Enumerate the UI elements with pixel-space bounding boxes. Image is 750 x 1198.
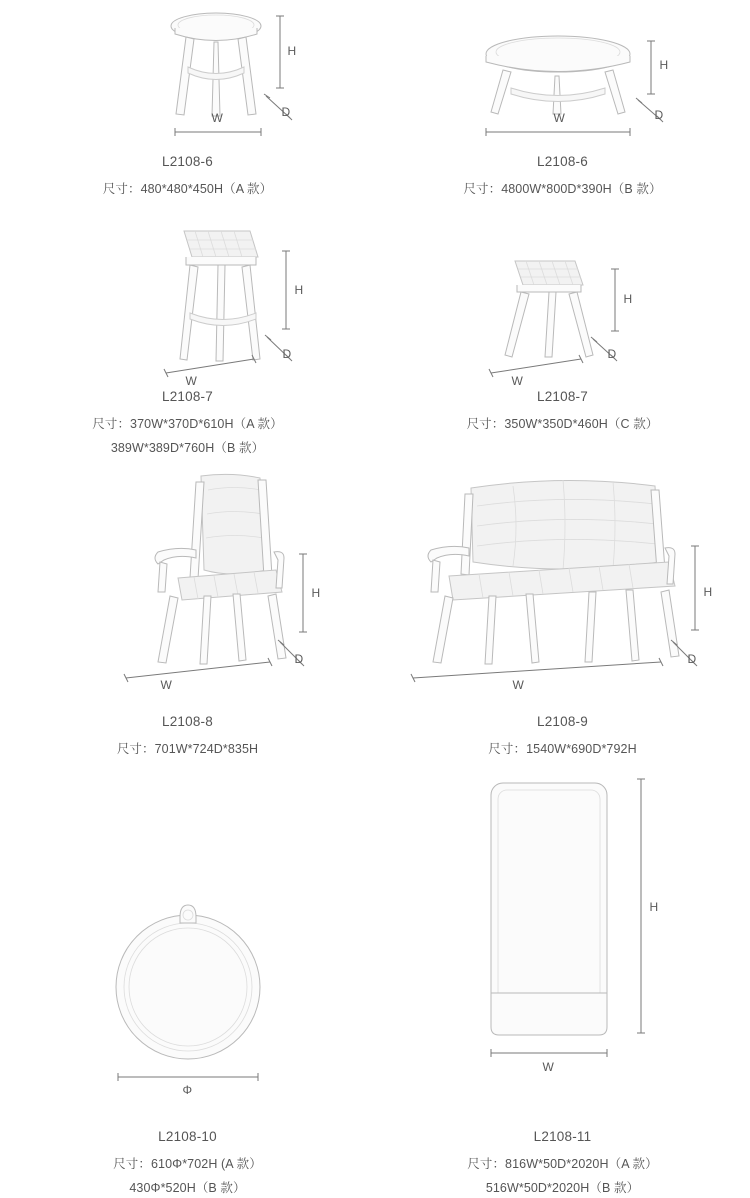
dim-label-d: D bbox=[281, 105, 291, 119]
dim-label-w: W bbox=[511, 374, 523, 389]
dim-label-d: D bbox=[294, 651, 304, 666]
item-dims-line-1: 尺寸：4800W*800D*390H（B 款） bbox=[463, 181, 662, 196]
figure-two-seat-sofa bbox=[393, 466, 733, 696]
item-dims-line-1: 尺寸：370W*370D*610H（A 款） bbox=[92, 417, 283, 432]
two-seat-sofa-drawing bbox=[393, 466, 733, 696]
item-code: L2108-6 bbox=[162, 154, 213, 169]
item-dims-line-1: 尺寸：701W*724D*835H bbox=[116, 741, 259, 756]
armchair-drawing bbox=[18, 466, 358, 696]
item-l2108-6-b bbox=[375, 0, 750, 199]
caption-l2108-6-a bbox=[103, 152, 272, 199]
spec-row-4 bbox=[0, 765, 750, 1198]
spec-row-1 bbox=[0, 0, 750, 199]
item-dims-line-2: 430Φ*520H（B 款） bbox=[129, 1180, 246, 1195]
item-dims-line-1: 尺寸：816W*50D*2020H（A 款） bbox=[467, 1157, 658, 1172]
item-dims-line-1: 尺寸：1540W*690D*792H bbox=[488, 741, 637, 756]
item-code: L2108-6 bbox=[537, 154, 588, 169]
item-l2108-7-a bbox=[0, 209, 375, 458]
dim-label-d: D bbox=[687, 651, 697, 666]
dim-label-d: D bbox=[282, 347, 292, 362]
figure-round-side-table bbox=[18, 4, 358, 152]
item-l2108-11 bbox=[375, 765, 750, 1198]
item-dims-line-2: 389W*389D*760H（B 款） bbox=[110, 440, 265, 455]
item-l2108-10 bbox=[0, 765, 375, 1198]
dim-label-h: H bbox=[623, 292, 633, 307]
item-l2108-7-c bbox=[375, 209, 750, 458]
dim-label-w: W bbox=[553, 111, 565, 125]
caption-l2108-10 bbox=[113, 1127, 262, 1198]
dim-label-h: H bbox=[287, 44, 297, 58]
spec-row-2 bbox=[0, 209, 750, 458]
round-side-table-drawing bbox=[18, 4, 358, 152]
caption-l2108-11 bbox=[467, 1127, 657, 1198]
dim-label-d: D bbox=[654, 108, 664, 122]
caption-l2108-8 bbox=[117, 712, 258, 759]
dim-label-w: W bbox=[211, 111, 223, 125]
dim-label-w: W bbox=[160, 677, 172, 692]
item-dims-line-1: 尺寸：480*480*450H（A 款） bbox=[102, 181, 273, 196]
item-code: L2108-7 bbox=[162, 389, 213, 405]
caption-l2108-9 bbox=[488, 712, 636, 759]
figure-floor-mirror bbox=[393, 765, 733, 1105]
dim-label-d: D bbox=[607, 347, 617, 362]
dim-label-h: H bbox=[703, 584, 713, 599]
caption-l2108-7-a bbox=[92, 387, 282, 458]
bar-stool-drawing bbox=[18, 209, 358, 389]
dim-label-diameter: Φ bbox=[182, 1083, 193, 1098]
low-stool-drawing bbox=[393, 209, 733, 389]
floor-mirror-drawing bbox=[393, 765, 733, 1105]
round-coffee-table-drawing bbox=[393, 4, 733, 152]
dim-label-h: H bbox=[649, 900, 659, 915]
item-code: L2108-9 bbox=[537, 713, 588, 729]
figure-bar-stool bbox=[18, 209, 358, 389]
dim-label-w: W bbox=[542, 1060, 554, 1075]
item-code: L2108-8 bbox=[162, 713, 213, 729]
dim-label-h: H bbox=[311, 585, 321, 600]
item-dims-line-1: 尺寸：610Φ*702H (A 款） bbox=[113, 1157, 262, 1172]
item-l2108-9 bbox=[375, 466, 750, 759]
item-l2108-6-a bbox=[0, 0, 375, 199]
caption-l2108-7-c bbox=[467, 387, 659, 434]
dim-label-w: W bbox=[185, 374, 197, 389]
item-code: L2108-11 bbox=[533, 1129, 592, 1145]
spec-row-3 bbox=[0, 466, 750, 759]
item-l2108-8 bbox=[0, 466, 375, 759]
figure-low-stool bbox=[393, 209, 733, 389]
caption-l2108-6-b bbox=[463, 152, 661, 199]
item-dims-line-1: 尺寸：350W*350D*460H（C 款） bbox=[466, 417, 659, 432]
dim-label-h: H bbox=[659, 58, 669, 72]
item-dims-line-2: 516W*50D*2020H（B 款） bbox=[485, 1180, 640, 1195]
figure-armchair bbox=[18, 466, 358, 696]
figure-round-mirror bbox=[18, 765, 358, 1105]
item-code: L2108-10 bbox=[158, 1129, 217, 1145]
item-code: L2108-7 bbox=[537, 389, 588, 405]
dim-label-w: W bbox=[512, 677, 524, 692]
figure-round-coffee-table bbox=[393, 4, 733, 152]
dim-label-h: H bbox=[294, 283, 304, 298]
round-mirror-drawing bbox=[18, 765, 358, 1105]
